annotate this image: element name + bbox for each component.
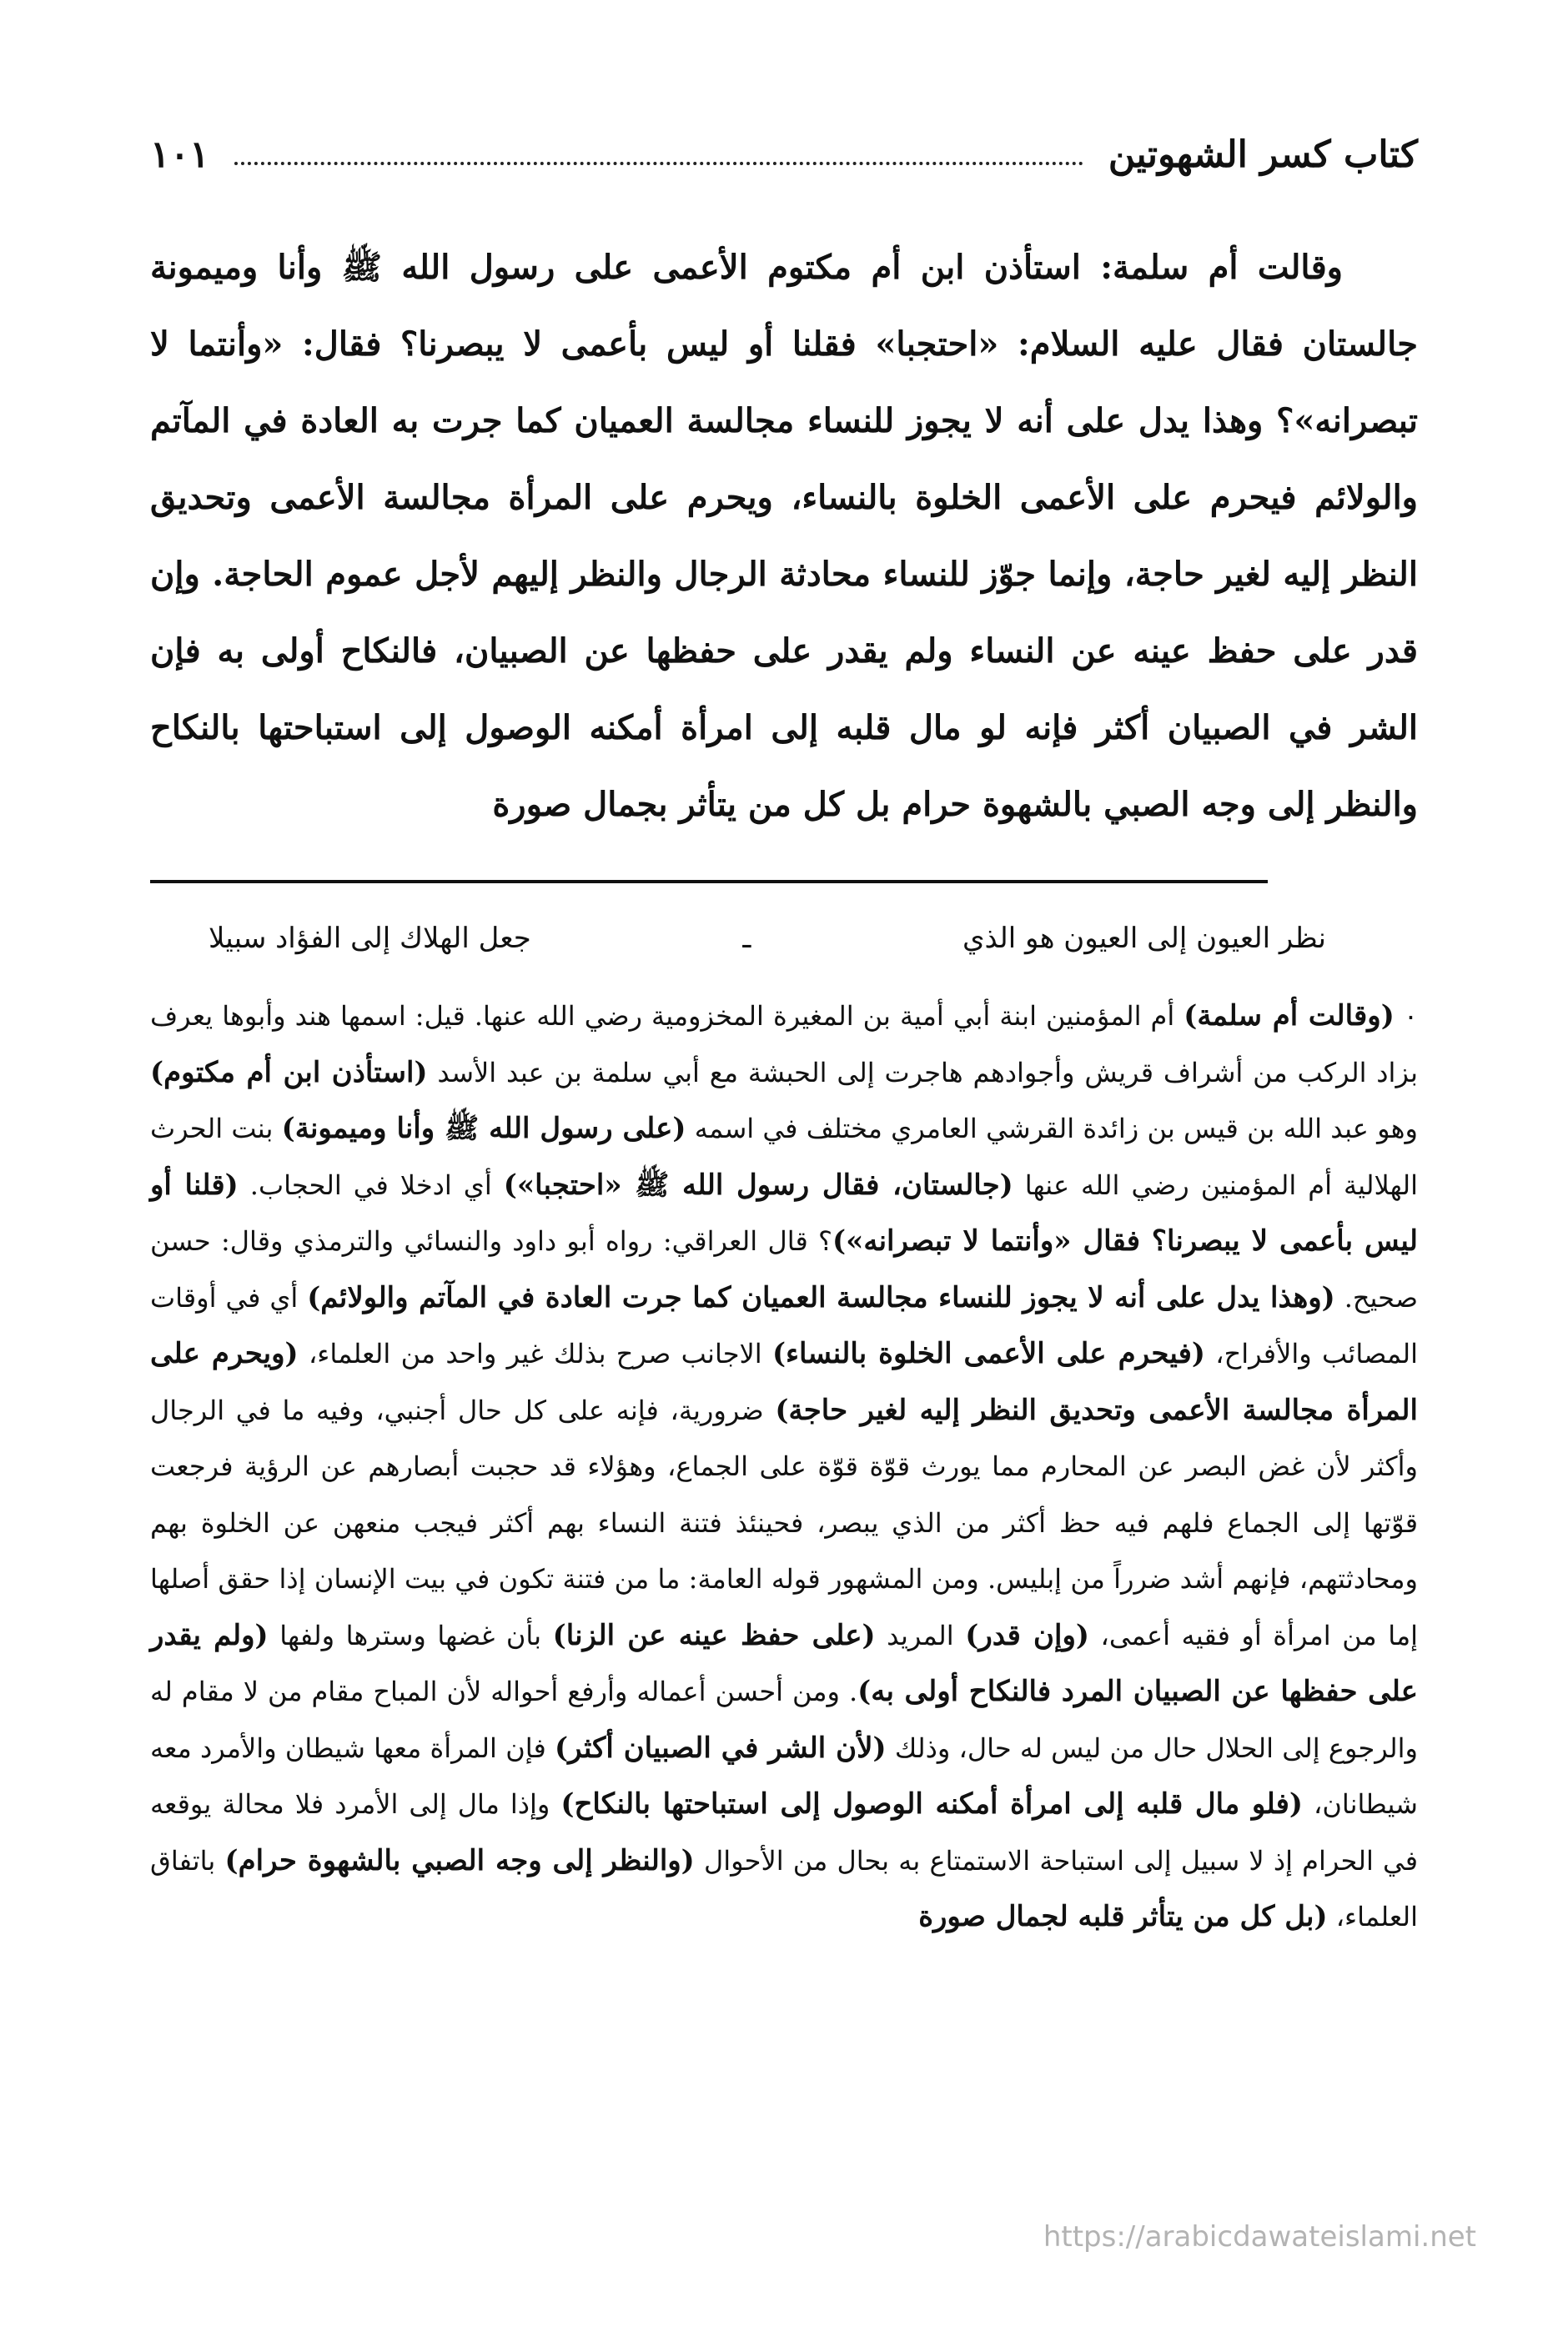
quoted-text: (على حفظ عينه عن الزنا) bbox=[552, 1618, 876, 1652]
quoted-text: (لأن الشر في الصبيان أكثر) bbox=[555, 1731, 887, 1765]
source-watermark: https://arabicdawateislami.net bbox=[1043, 2220, 1476, 2254]
quoted-text: (وهذا يدل على أنه لا يجوز للنساء مجالسة العميان كما جرت العادة في المآتم والولائم) bbox=[307, 1280, 1335, 1314]
quoted-text: (وإن قدر) bbox=[965, 1618, 1089, 1652]
verse-first-hemistich: نظر العيون إلى العيون هو الذي bbox=[962, 922, 1326, 955]
commentary-paragraph bbox=[150, 988, 1418, 1946]
quoted-text: (وقالت أم سلمة) bbox=[1184, 999, 1395, 1033]
main-text bbox=[150, 229, 1418, 851]
quoted-text: (على رسول الله ﷺ وأنا وميمونة) bbox=[281, 1112, 686, 1145]
quoted-text: (فلو مال قلبه إلى امرأة أمكنه الوصول إلى استباحتها بالنكاح) bbox=[560, 1787, 1304, 1821]
quoted-text: (قلنا أو ليس بأعمى لا يبصرنا؟ فقال «وأنتما لا تبصرانه») bbox=[150, 1168, 1418, 1258]
commentary-text: أي ادخلا في الحجاب. bbox=[238, 1169, 504, 1201]
commentary-text: ٠ bbox=[1394, 1000, 1419, 1032]
commentary-text: باتفاق العلماء، bbox=[150, 1844, 1418, 1932]
quoted-text: (والنظر إلى وجه الصبي بالشهوة حرام) bbox=[224, 1843, 695, 1877]
quoted-text: (ولم يقدر على حفظها عن الصبيان المرد فالنكاح أولى به) bbox=[150, 1618, 1418, 1708]
commentary-text: بنت الحرث الهلالية أم المؤمنين رضي الله عنها bbox=[150, 1113, 1419, 1201]
commentary-text: ضرورية، فإنه على كل حال أجنبي، وفيه ما في الرجال وأكثر لأن غض البصر عن المحارم مما يورث قوّة قوّة على الجماع، وهؤلاء قد حجبت أبصارهم عن الرؤية فرجعت قوّتها إلى الجماع فلهم فيه حظ أكثر من الذي يبصر، فحينئذ فتنة النساء بهم أكثر فيجب منعهن عن الخلوة بهم ومحادثتهم، فإنهم أشد ضرراً من إبليس. ومن المشهور قوله العامة: ما من فتنة تكون في بيت الإنسان إذا حقق أصلها إما من امرأة أو فقيه أعمى، bbox=[150, 1394, 1419, 1651]
commentary bbox=[150, 988, 1418, 2198]
commentary-text: وإذا مال إلى الأمرد فلا محالة يوقعه في الحرام إذ لا سبيل إلى استباحة الاستمتاع به بحال من الأحوال bbox=[150, 1788, 1419, 1877]
quoted-text: (استأذن ابن أم مكتوم) bbox=[150, 1055, 428, 1089]
commentary-text: ؟ قال العراقي: رواه أبو داود والنسائي والترمذي وقال: حسن صحيح. bbox=[150, 1225, 1418, 1314]
page-number: ١٠١ bbox=[150, 133, 209, 176]
quoted-text: (فيحرم على الأعمى الخلوة بالنساء) bbox=[771, 1337, 1205, 1370]
commentary-text: أي في أوقات المصائب والأفراح، bbox=[150, 1281, 1418, 1370]
main-paragraph: وقالت أم سلمة: استأذن ابن أم مكتوم الأعمى على رسول الله ﷺ وأنا وميمونة جالستان فقال عليه السلام: «احتجبا» فقلنا أو ليس بأعمى لا يبصرنا؟ فقال: «وأنتما لا تبصرانه»؟ وهذا يدل على أنه لا يجوز للنساء مجالسة العميان كما جرت به العادة في المآتم والولائم فيحرم على الأعمى الخلوة بالنساء، ويحرم على المرأة مجالسة الأعمى وتحديق النظر إليه لغير حاجة، وإنما جوّز للنساء محادثة الرجال والنظر إليهم لأجل عموم الحاجة. وإن قدر على حفظ عينه عن النساء ولم يقدر على حفظها عن الصبيان، فالنكاح أولى به فإن الشر في الصبيان أكثر فإنه لو مال قلبه إلى امرأة أمكنه الوصول إلى استباحتها بالنكاح والنظر إلى وجه الصبي بالشهوة حرام بل كل من يتأثر بجمال صورة bbox=[150, 248, 1418, 824]
verse-separator: ـ bbox=[742, 922, 751, 955]
footnote-separator bbox=[150, 880, 1268, 883]
verse-second-hemistich: جعل الهلاك إلى الفؤاد سبيلا bbox=[209, 922, 531, 955]
commentary-text: فإن المرأة معها شيطان والأمرد معه شيطانان، bbox=[150, 1731, 1418, 1820]
running-header bbox=[150, 125, 1418, 183]
quoted-text: (بل كل من يتأثر قلبه لجمال صورة bbox=[918, 1900, 1328, 1933]
commentary-text: بأن غضها وسترها ولفها bbox=[268, 1619, 553, 1651]
quoted-text: (ويحرم على المرأة مجالسة الأعمى وتحديق النظر إليه لغير حاجة) bbox=[150, 1337, 1418, 1427]
commentary-text: المريد bbox=[875, 1619, 966, 1651]
running-title: كتاب كسر الشهوتين bbox=[1108, 133, 1418, 176]
commentary-text: وهو عبد الله بن قيس بن زائدة القرشي العامري مختلف في اسمه bbox=[686, 1113, 1418, 1144]
quoted-text: (جالستان، فقال رسول الله ﷺ «احتجبا») bbox=[503, 1168, 1013, 1202]
commentary-text: أم المؤمنين ابنة أبي أمية بن المغيرة المخزومية رضي الله عنها. قيل: اسمها هند وأبوها يعرف بزاد الركب من أشراف قريش وأجوادهم هاجرت إلى الحبشة مع أبي سلمة بن عبد الأسد bbox=[150, 1000, 1419, 1088]
poetry-verse bbox=[209, 913, 1326, 963]
commentary-text: الاجانب صرح بذلك غير واحد من العلماء، bbox=[298, 1338, 772, 1370]
commentary-text: . ومن أحسن أعماله وأرفع أحواله لأن المباح مقام من لا مقام له والرجوع إلى الحلال حال من ليس له حال، وذلك bbox=[150, 1676, 1419, 1764]
leader-dots bbox=[234, 143, 1083, 165]
